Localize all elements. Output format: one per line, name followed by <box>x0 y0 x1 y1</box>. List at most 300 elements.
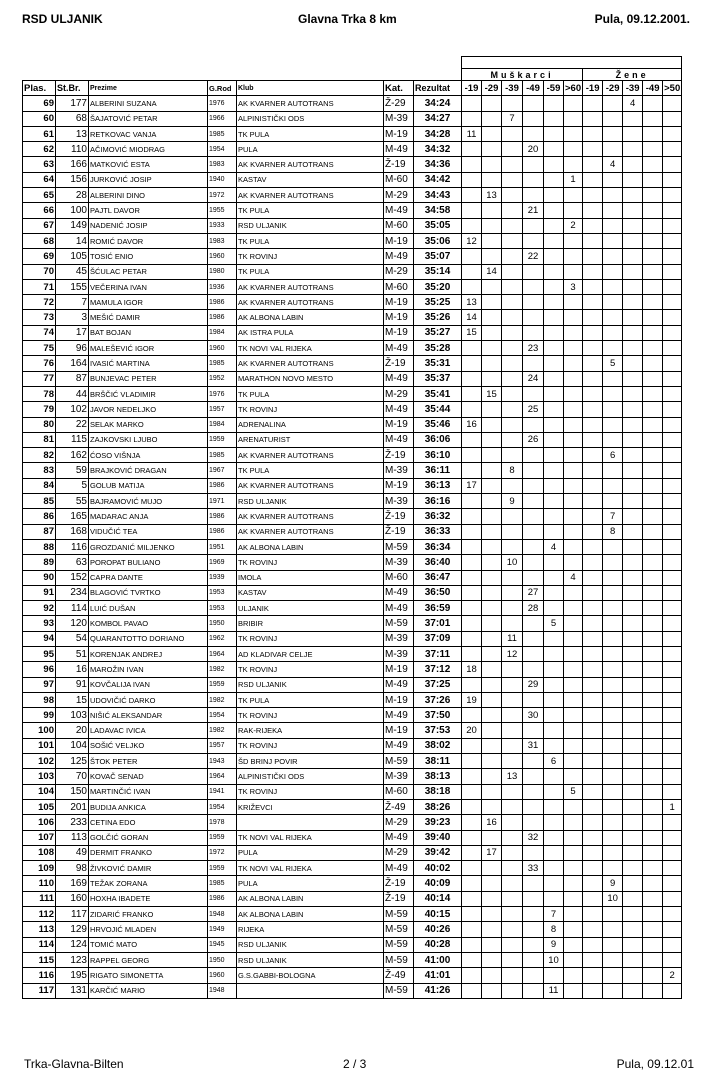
row-cat: M-39 <box>384 631 414 646</box>
row-name: NADENIĆ JOSIP <box>89 218 208 233</box>
row-group-empty <box>583 631 603 646</box>
row-group-empty <box>643 769 663 784</box>
table-row <box>23 585 682 600</box>
row-group-empty <box>482 937 502 952</box>
row-result: 40:26 <box>414 922 462 937</box>
row-result: 40:28 <box>414 937 462 952</box>
row-bib: 201 <box>56 799 89 814</box>
row-group-empty <box>462 769 482 784</box>
row-group-empty <box>544 310 564 325</box>
row-year: 1983 <box>208 157 237 172</box>
row-group-empty <box>623 325 643 340</box>
row-group-empty <box>603 417 623 432</box>
row-name: ĆOSO VIŠNJA <box>89 448 208 463</box>
row-cat: M-39 <box>384 463 414 478</box>
row-plas: 108 <box>23 845 56 860</box>
row-bib: 123 <box>56 952 89 967</box>
row-group-empty <box>663 172 682 187</box>
row-group-empty <box>462 830 482 845</box>
row-result: 36:47 <box>414 570 462 585</box>
row-bib: 15 <box>56 692 89 707</box>
row-group-empty <box>663 126 682 141</box>
row-group-empty <box>523 784 544 799</box>
row-bib: 156 <box>56 172 89 187</box>
row-name: PAJTL DAVOR <box>89 203 208 218</box>
row-result: 35:46 <box>414 417 462 432</box>
table-row <box>23 310 682 325</box>
row-result: 37:11 <box>414 646 462 661</box>
row-group-empty <box>544 876 564 891</box>
row-name: MAROŽIN IVAN <box>89 662 208 677</box>
row-club: PULA <box>237 876 384 891</box>
row-group-empty <box>462 524 482 539</box>
row-group-empty <box>502 922 523 937</box>
row-group-empty <box>583 738 603 753</box>
row-group-empty <box>502 784 523 799</box>
row-group-empty <box>523 616 544 631</box>
row-group-rank: 13 <box>482 188 502 203</box>
row-result: 35:27 <box>414 325 462 340</box>
row-group-empty <box>462 402 482 417</box>
row-group-empty <box>583 279 603 294</box>
section-header-row <box>23 69 682 81</box>
row-group-empty <box>482 279 502 294</box>
row-group-rank: 14 <box>462 310 482 325</box>
row-group-empty <box>583 463 603 478</box>
row-group-empty <box>564 585 583 600</box>
footer-date: Pula, 09.12.01 <box>616 1057 694 1071</box>
row-year: 1969 <box>208 555 237 570</box>
row-group-empty <box>643 662 663 677</box>
row-group-empty <box>544 371 564 386</box>
row-group-rank: 30 <box>523 708 544 723</box>
row-bib: 17 <box>56 325 89 340</box>
row-club: TK ROVINJ <box>237 249 384 264</box>
row-group-empty <box>663 279 682 294</box>
row-group-empty <box>583 815 603 830</box>
row-group-empty <box>583 126 603 141</box>
row-group-empty <box>663 585 682 600</box>
row-group-empty <box>623 799 643 814</box>
race-title: Glavna Trka 8 km <box>298 12 397 26</box>
row-plas: 116 <box>23 968 56 983</box>
col-women-group: >50 <box>663 81 682 96</box>
row-group-empty <box>544 188 564 203</box>
row-plas: 64 <box>23 172 56 187</box>
row-group-empty <box>564 295 583 310</box>
col-men-group: -39 <box>502 81 523 96</box>
row-group-empty <box>663 692 682 707</box>
row-year: 1936 <box>208 279 237 294</box>
row-group-empty <box>544 325 564 340</box>
row-plas: 75 <box>23 341 56 356</box>
row-year: 1964 <box>208 769 237 784</box>
row-club: AK KVARNER AUTOTRANS <box>237 295 384 310</box>
row-group-empty <box>564 815 583 830</box>
table-row <box>23 983 682 998</box>
row-plas: 74 <box>23 325 56 340</box>
table-row <box>23 662 682 677</box>
row-year: 1954 <box>208 799 237 814</box>
row-plas: 91 <box>23 585 56 600</box>
row-group-empty <box>502 417 523 432</box>
row-group-empty <box>482 616 502 631</box>
row-group-empty <box>643 799 663 814</box>
row-group-empty <box>462 463 482 478</box>
row-group-empty <box>482 662 502 677</box>
row-group-rank: 13 <box>462 295 482 310</box>
row-group-empty <box>583 478 603 493</box>
row-group-empty <box>523 509 544 524</box>
row-group-empty <box>482 325 502 340</box>
row-group-empty <box>583 96 603 111</box>
row-plas: 69 <box>23 249 56 264</box>
row-group-empty <box>643 570 663 585</box>
row-result: 35:44 <box>414 402 462 417</box>
row-group-empty <box>564 478 583 493</box>
row-group-empty <box>603 799 623 814</box>
row-group-empty <box>603 126 623 141</box>
row-group-empty <box>663 218 682 233</box>
row-plas: 97 <box>23 677 56 692</box>
table-row <box>23 417 682 432</box>
row-group-empty <box>583 386 603 401</box>
row-group-empty <box>623 126 643 141</box>
row-bib: 165 <box>56 509 89 524</box>
row-group-empty <box>623 983 643 998</box>
row-group-rank: 27 <box>523 585 544 600</box>
row-name: MAMULA IGOR <box>89 295 208 310</box>
col-cat: Kat. <box>384 81 414 96</box>
row-bib: 70 <box>56 769 89 784</box>
row-group-empty <box>462 172 482 187</box>
row-group-empty <box>623 539 643 554</box>
row-cat: M-19 <box>384 295 414 310</box>
row-group-empty <box>502 907 523 922</box>
row-group-empty <box>544 249 564 264</box>
row-group-empty <box>643 677 663 692</box>
row-group-empty <box>544 478 564 493</box>
row-group-rank: 9 <box>603 876 623 891</box>
row-group-empty <box>623 478 643 493</box>
row-group-empty <box>663 341 682 356</box>
row-group-rank: 7 <box>544 907 564 922</box>
row-group-empty <box>502 601 523 616</box>
row-name: TOSIĆ ENIO <box>89 249 208 264</box>
row-group-empty <box>544 126 564 141</box>
row-group-empty <box>663 907 682 922</box>
row-group-empty <box>462 386 482 401</box>
row-plas: 78 <box>23 386 56 401</box>
row-bib: 168 <box>56 524 89 539</box>
row-cat: M-60 <box>384 279 414 294</box>
row-result: 36:11 <box>414 463 462 478</box>
row-group-empty <box>523 478 544 493</box>
row-name: KOVAČ SENAD <box>89 769 208 784</box>
row-group-empty <box>462 509 482 524</box>
row-year: 1982 <box>208 723 237 738</box>
row-group-empty <box>482 891 502 906</box>
row-group-empty <box>523 769 544 784</box>
footer-doc-name: Trka-Glavna-Bilten <box>24 1057 124 1071</box>
row-group-empty <box>643 845 663 860</box>
row-club: TK ROVINJ <box>237 662 384 677</box>
row-group-rank: 7 <box>603 509 623 524</box>
row-bib: 20 <box>56 723 89 738</box>
row-group-empty <box>482 509 502 524</box>
row-group-rank: 14 <box>482 264 502 279</box>
row-group-empty <box>603 723 623 738</box>
row-group-empty <box>623 861 643 876</box>
row-year: 1983 <box>208 233 237 248</box>
row-name: JURKOVIĆ JOSIP <box>89 172 208 187</box>
row-group-empty <box>643 555 663 570</box>
row-group-empty <box>623 784 643 799</box>
row-group-empty <box>583 203 603 218</box>
row-plas: 98 <box>23 692 56 707</box>
results-table <box>22 56 682 999</box>
row-club: G.S.GABBI-BOLOGNA <box>237 968 384 983</box>
row-group-empty <box>603 952 623 967</box>
row-group-empty <box>482 356 502 371</box>
row-group-rank: 16 <box>482 815 502 830</box>
row-group-empty <box>564 952 583 967</box>
row-group-empty <box>462 142 482 157</box>
row-group-empty <box>603 432 623 447</box>
row-cat: M-49 <box>384 738 414 753</box>
row-group-empty <box>462 188 482 203</box>
row-group-empty <box>544 356 564 371</box>
row-club: TK PULA <box>237 126 384 141</box>
row-group-empty <box>502 799 523 814</box>
row-group-empty <box>482 478 502 493</box>
table-row <box>23 386 682 401</box>
row-group-empty <box>603 845 623 860</box>
row-group-empty <box>544 861 564 876</box>
row-group-empty <box>482 692 502 707</box>
row-group-empty <box>663 876 682 891</box>
row-result: 40:02 <box>414 861 462 876</box>
row-group-empty <box>603 662 623 677</box>
row-year: 1941 <box>208 784 237 799</box>
row-group-empty <box>462 96 482 111</box>
row-group-empty <box>564 157 583 172</box>
row-plas: 88 <box>23 539 56 554</box>
row-group-empty <box>603 631 623 646</box>
row-result: 36:40 <box>414 555 462 570</box>
row-group-empty <box>462 784 482 799</box>
row-bib: 13 <box>56 126 89 141</box>
row-group-empty <box>523 386 544 401</box>
row-year: 1982 <box>208 662 237 677</box>
row-group-empty <box>663 111 682 126</box>
row-result: 41:01 <box>414 968 462 983</box>
row-group-empty <box>583 142 603 157</box>
row-group-empty <box>663 784 682 799</box>
row-group-empty <box>603 386 623 401</box>
row-group-empty <box>523 448 544 463</box>
row-cat: M-19 <box>384 662 414 677</box>
row-bib: 233 <box>56 815 89 830</box>
row-group-empty <box>623 463 643 478</box>
row-group-empty <box>482 233 502 248</box>
table-row <box>23 646 682 661</box>
row-group-empty <box>544 279 564 294</box>
row-name: MATKOVIĆ ESTA <box>89 157 208 172</box>
row-group-empty <box>583 188 603 203</box>
table-row <box>23 922 682 937</box>
row-year: 1986 <box>208 478 237 493</box>
row-group-empty <box>583 723 603 738</box>
row-cat: M-49 <box>384 402 414 417</box>
table-row <box>23 616 682 631</box>
row-group-empty <box>482 463 502 478</box>
row-club: BRIBIR <box>237 616 384 631</box>
table-row <box>23 631 682 646</box>
row-group-empty <box>482 754 502 769</box>
row-name: BUDIJA ANKICA <box>89 799 208 814</box>
row-group-empty <box>643 142 663 157</box>
row-group-empty <box>482 677 502 692</box>
row-plas: 84 <box>23 478 56 493</box>
row-year: 1949 <box>208 922 237 937</box>
row-group-empty <box>462 891 482 906</box>
row-group-empty <box>663 601 682 616</box>
row-plas: 112 <box>23 907 56 922</box>
row-group-empty <box>623 264 643 279</box>
row-group-empty <box>523 111 544 126</box>
row-bib: 195 <box>56 968 89 983</box>
row-group-empty <box>643 111 663 126</box>
row-group-empty <box>603 754 623 769</box>
row-group-empty <box>583 494 603 509</box>
row-group-empty <box>523 188 544 203</box>
row-result: 38:13 <box>414 769 462 784</box>
row-result: 39:23 <box>414 815 462 830</box>
row-group-empty <box>643 891 663 906</box>
table-row <box>23 601 682 616</box>
row-group-empty <box>583 601 603 616</box>
row-group-rank: 11 <box>544 983 564 998</box>
row-name: ŠTOK PETER <box>89 754 208 769</box>
row-group-empty <box>502 616 523 631</box>
row-group-empty <box>663 264 682 279</box>
row-bib: 152 <box>56 570 89 585</box>
row-plas: 95 <box>23 646 56 661</box>
row-group-empty <box>544 295 564 310</box>
row-group-empty <box>583 555 603 570</box>
row-group-rank: 18 <box>462 662 482 677</box>
row-group-empty <box>564 769 583 784</box>
row-group-rank: 23 <box>523 341 544 356</box>
row-group-empty <box>603 371 623 386</box>
col-women-group: -39 <box>623 81 643 96</box>
row-group-empty <box>462 922 482 937</box>
row-club: AK KVARNER AUTOTRANS <box>237 478 384 493</box>
row-group-empty <box>482 341 502 356</box>
row-group-empty <box>502 249 523 264</box>
row-year: 1952 <box>208 371 237 386</box>
row-name: BRAJKOVIĆ DRAGAN <box>89 463 208 478</box>
row-group-empty <box>544 555 564 570</box>
row-group-empty <box>623 815 643 830</box>
row-group-empty <box>502 570 523 585</box>
row-group-empty <box>544 432 564 447</box>
col-plas: Plas. <box>23 81 56 96</box>
row-club: RSD ULJANIK <box>237 677 384 692</box>
table-row <box>23 861 682 876</box>
row-bib: 96 <box>56 341 89 356</box>
row-group-empty <box>643 279 663 294</box>
row-group-empty <box>544 96 564 111</box>
row-bib: 55 <box>56 494 89 509</box>
row-group-empty <box>643 922 663 937</box>
row-group-empty <box>462 111 482 126</box>
row-plas: 109 <box>23 861 56 876</box>
row-group-empty <box>643 448 663 463</box>
row-name: MARTINČIĆ IVAN <box>89 784 208 799</box>
row-bib: 120 <box>56 616 89 631</box>
row-club: TK PULA <box>237 386 384 401</box>
row-group-empty <box>564 448 583 463</box>
row-group-empty <box>603 922 623 937</box>
row-club: TK PULA <box>237 264 384 279</box>
row-plas: 67 <box>23 218 56 233</box>
table-row <box>23 570 682 585</box>
row-group-empty <box>544 218 564 233</box>
table-row <box>23 539 682 554</box>
row-group-empty <box>643 907 663 922</box>
row-group-empty <box>564 356 583 371</box>
table-row <box>23 509 682 524</box>
row-group-empty <box>643 172 663 187</box>
row-cat: M-59 <box>384 952 414 967</box>
row-cat: M-60 <box>384 172 414 187</box>
row-cat: Ž-19 <box>384 157 414 172</box>
row-year: 1953 <box>208 585 237 600</box>
row-group-empty <box>623 845 643 860</box>
row-group-empty <box>502 952 523 967</box>
row-group-empty <box>523 126 544 141</box>
row-year: 1972 <box>208 188 237 203</box>
row-group-empty <box>623 692 643 707</box>
row-plas: 93 <box>23 616 56 631</box>
col-women-group: -19 <box>583 81 603 96</box>
row-group-empty <box>583 677 603 692</box>
row-year: 1984 <box>208 417 237 432</box>
row-group-empty <box>663 555 682 570</box>
table-row <box>23 555 682 570</box>
row-group-empty <box>603 203 623 218</box>
row-group-empty <box>462 341 482 356</box>
row-group-empty <box>544 830 564 845</box>
row-group-empty <box>643 233 663 248</box>
row-group-empty <box>462 646 482 661</box>
row-group-empty <box>523 279 544 294</box>
row-group-empty <box>643 325 663 340</box>
row-group-empty <box>623 218 643 233</box>
row-group-empty <box>643 876 663 891</box>
row-group-empty <box>523 952 544 967</box>
row-group-empty <box>583 157 603 172</box>
row-group-empty <box>462 494 482 509</box>
row-bib: 131 <box>56 983 89 998</box>
row-group-empty <box>643 157 663 172</box>
row-group-empty <box>482 310 502 325</box>
row-group-empty <box>643 356 663 371</box>
row-group-empty <box>523 754 544 769</box>
row-group-empty <box>603 784 623 799</box>
